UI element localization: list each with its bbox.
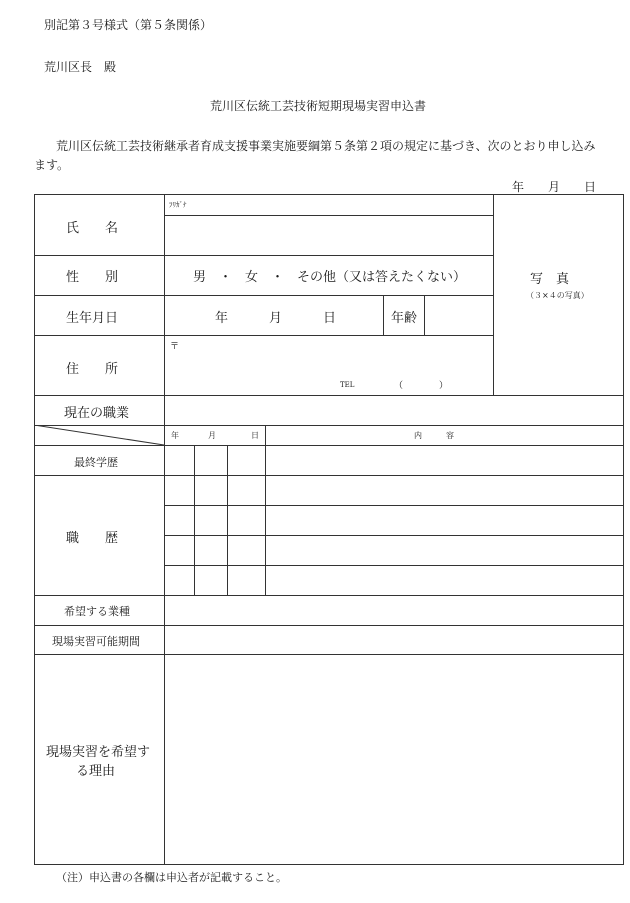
date-year-label: 年 bbox=[512, 180, 525, 194]
table-border-bottom bbox=[34, 864, 624, 865]
desired-industry-field[interactable] bbox=[165, 596, 622, 624]
birth-age-divider bbox=[383, 295, 384, 335]
career-field[interactable] bbox=[266, 476, 622, 594]
intro-text-line1: 荒川区伝統工芸技術継承者育成支援事業実施要綱第５条第２項の規定に基づき、次のとおり申し込み bbox=[56, 139, 596, 153]
reason-label-line2: る理由 bbox=[76, 764, 116, 779]
period-field[interactable] bbox=[165, 626, 622, 653]
name-field[interactable] bbox=[165, 216, 492, 254]
career-label: 職 歴 bbox=[66, 531, 119, 546]
education-label: 最終学歴 bbox=[74, 456, 118, 469]
footer-note: （注）申込書の各欄は申込者が記載すること。 bbox=[56, 871, 287, 884]
date-day-label: 日 bbox=[584, 180, 597, 194]
birthdate-label: 生年月日 bbox=[66, 311, 119, 326]
diagonal-slash bbox=[34, 425, 165, 446]
birthdate-field[interactable] bbox=[165, 296, 382, 334]
form-number: 別記第３号様式（第５条関係） bbox=[44, 18, 213, 32]
photo-label: 写 真 bbox=[530, 272, 570, 287]
desired-industry-label: 希望する業種 bbox=[64, 605, 130, 618]
page-title: 荒川区伝統工芸技術短期現場実習申込書 bbox=[210, 99, 427, 113]
history-year-divider bbox=[194, 445, 195, 595]
history-content-header: 内 容 bbox=[414, 431, 454, 440]
reason-label-line1: 現場実習を希望す bbox=[46, 745, 151, 760]
period-label: 現場実習可能期間 bbox=[52, 635, 140, 648]
address-label: 住 所 bbox=[66, 362, 119, 377]
name-label: 氏 名 bbox=[66, 221, 119, 236]
gender-label: 性 別 bbox=[66, 270, 119, 285]
history-month-divider bbox=[227, 445, 228, 595]
reason-field[interactable] bbox=[165, 655, 622, 863]
gender-options[interactable]: 男 ・ 女 ・ その他（又は答えたくない） bbox=[193, 270, 467, 285]
occupation-field[interactable] bbox=[165, 396, 622, 424]
photo-box[interactable] bbox=[494, 195, 622, 394]
history-year-header: 年 bbox=[171, 431, 179, 440]
history-day-header: 日 bbox=[251, 431, 259, 440]
table-border-right bbox=[623, 194, 624, 865]
tel-paren-open: （ bbox=[394, 381, 404, 391]
occupation-label: 現在の職業 bbox=[64, 406, 130, 421]
photo-note: （３×４の写真） bbox=[526, 291, 589, 300]
tel-label: TEL bbox=[340, 381, 355, 389]
age-label: 年齢 bbox=[391, 311, 418, 326]
row-divider-name bbox=[34, 255, 493, 256]
age-field[interactable] bbox=[425, 296, 492, 334]
addressee: 荒川区長 殿 bbox=[44, 60, 117, 74]
intro-text-line2: ます。 bbox=[34, 158, 70, 172]
postal-mark: 〒 bbox=[170, 342, 180, 352]
birth-day-label: 日 bbox=[323, 311, 337, 326]
furigana-label: ﾌﾘｶﾞﾅ bbox=[169, 201, 187, 209]
history-month-header: 月 bbox=[208, 431, 216, 440]
birth-month-label: 月 bbox=[269, 311, 283, 326]
education-field[interactable] bbox=[266, 446, 622, 474]
address-field[interactable] bbox=[165, 336, 492, 394]
birth-year-label: 年 bbox=[215, 311, 229, 326]
furigana-field[interactable] bbox=[165, 195, 492, 215]
date-month-label: 月 bbox=[548, 180, 561, 194]
tel-paren-close: ） bbox=[439, 381, 449, 391]
